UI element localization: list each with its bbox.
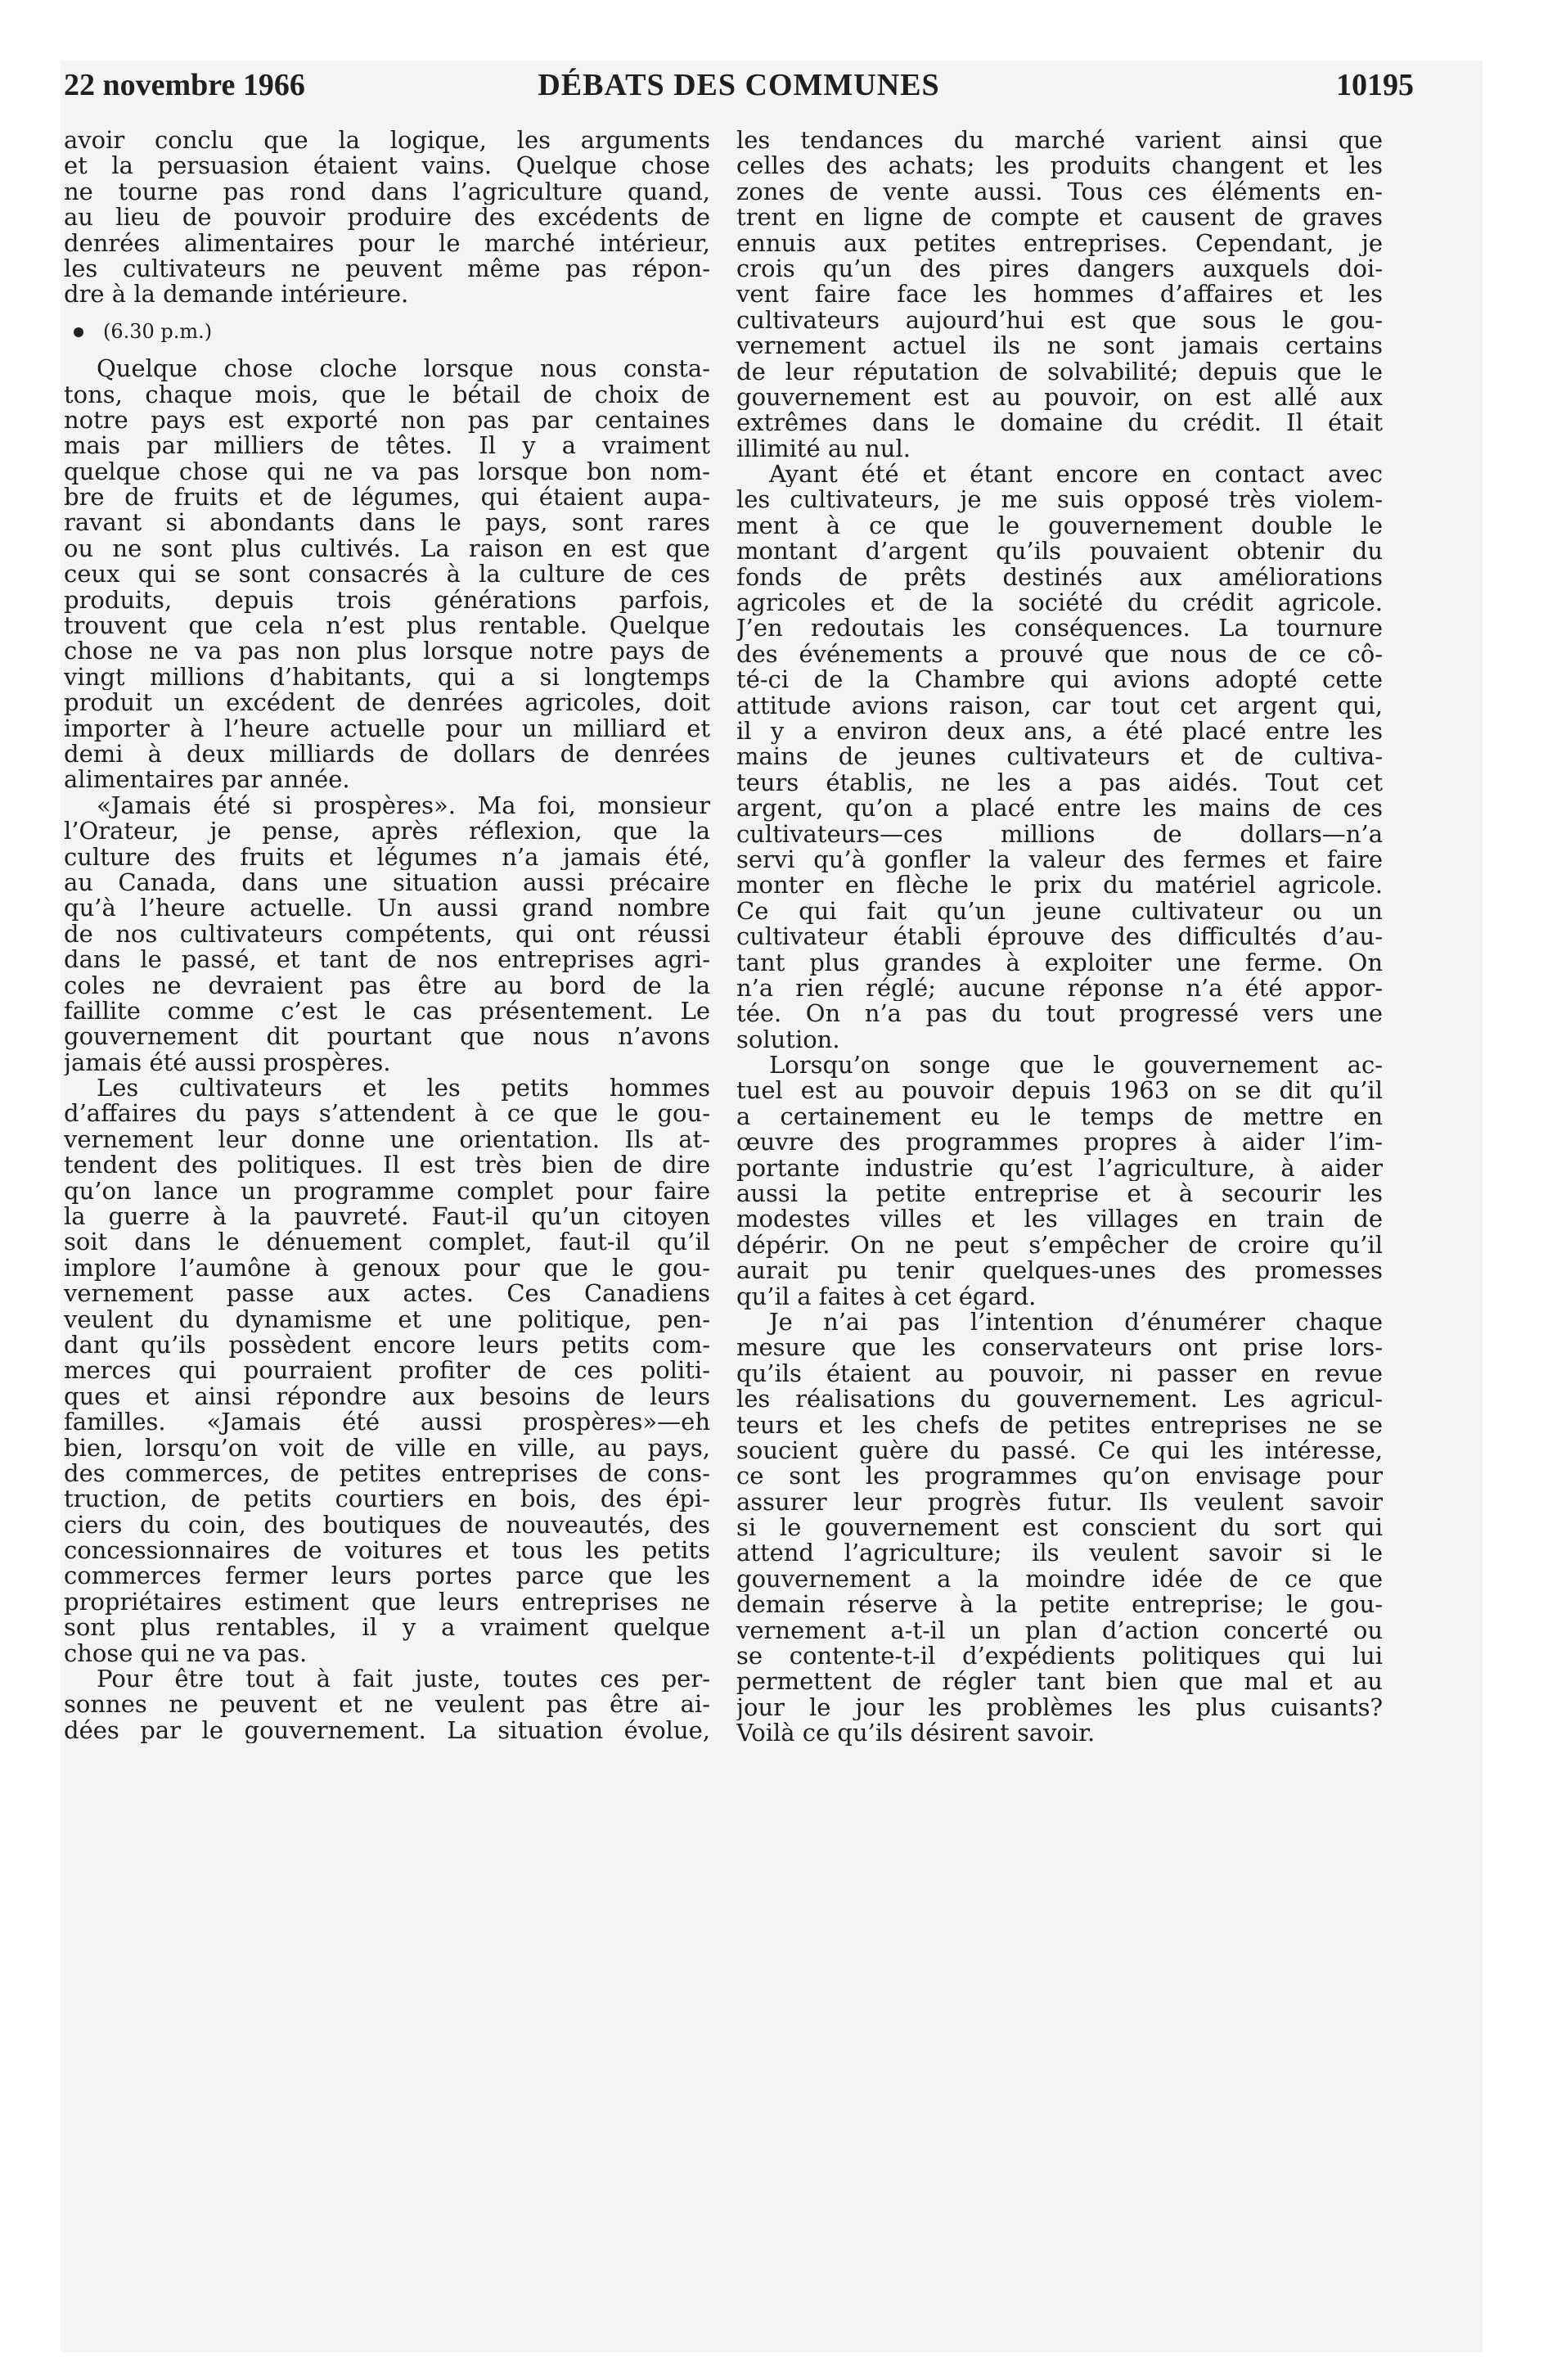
text-line: portante industrie qu’est l’agriculture, à aider: [736, 1155, 1383, 1182]
header-date: 22 novembre 1966: [64, 68, 305, 102]
text-line: zones de vente aussi. Tous ces éléments en-: [736, 178, 1383, 205]
text-line: «Jamais été si prospères». Ma foi, monsieur: [97, 792, 710, 819]
text-line: teurs et les chefs de petites entreprises ne se: [736, 1412, 1383, 1438]
left-paragraph-5: [64, 1666, 710, 1743]
text-line: des événements a prouvé que nous de ce cô-: [736, 641, 1383, 668]
text-line: ques et ainsi répondre aux besoins de leurs: [64, 1383, 710, 1410]
text-line: sont plus rentables, il y a vraiment quelque: [64, 1615, 710, 1641]
text-line: vingt millions d’habitants, qui a si longtemps: [64, 664, 710, 691]
text-line: tée. On n’a pas du tout progressé vers une: [736, 1001, 1383, 1027]
text-line: d’affaires du pays s’attendent à ce que le gou-: [64, 1101, 710, 1127]
text-line: si le gouvernement est conscient du sort qui: [736, 1515, 1383, 1541]
text-line: sonnes ne peuvent et ne veulent pas être ai-: [64, 1692, 710, 1718]
text-line: jour le jour les problèmes les plus cuisants?: [736, 1694, 1383, 1721]
text-line: familles. «Jamais été aussi prospères»—eh: [64, 1409, 710, 1436]
text-line: concessionnaires de voitures et tous les petits: [64, 1538, 710, 1564]
text-line: les réalisations du gouvernement. Les agricul-: [736, 1386, 1383, 1413]
text-line: œuvre des programmes propres à aider l’im-: [736, 1129, 1383, 1156]
right-paragraph-3: [736, 1053, 1383, 1309]
text-line: a certainement eu le temps de mettre en: [736, 1103, 1383, 1130]
text-line: Voilà ce qu’ils désirent savoir.: [736, 1720, 1096, 1747]
text-line: merces qui pourraient profiter de ces politi-: [64, 1358, 710, 1384]
text-line: ciers du coin, des boutiques de nouveautés, des: [64, 1512, 710, 1539]
text-line: ceux qui se sont consacrés à la culture de ces: [64, 561, 710, 588]
text-line: ravant si abondants dans le pays, sont rares: [64, 510, 710, 536]
text-line: les tendances du marché varient ainsi que: [736, 128, 1383, 154]
text-line: importer à l’heure actuelle pour un milliard et: [64, 715, 710, 741]
text-line: tons, chaque mois, que le bétail de choix de: [64, 381, 710, 408]
text-line: des commerces, de petites entreprises de cons-: [64, 1460, 710, 1487]
paragraph-gap: [64, 345, 710, 356]
text-line: vernement a-t-il un plan d’action concerté ou: [736, 1617, 1383, 1644]
text-line: notre pays est exporté non pas par centaines: [64, 407, 710, 434]
text-line: l’Orateur, je pense, après réflexion, que la: [64, 818, 710, 845]
text-line: tuel est au pouvoir depuis 1963 on se dit qu’il: [736, 1078, 1383, 1104]
text-line: gouvernement est au pouvoir, on est allé aux: [736, 384, 1383, 411]
text-line: Les cultivateurs et les petits hommes: [97, 1075, 710, 1102]
text-line: qu’il a faites à cet égard.: [736, 1283, 1037, 1309]
header-title: DÉBATS DES COMMUNES: [538, 68, 940, 102]
text-line: dées par le gouvernement. La situation évolue,: [64, 1717, 710, 1744]
text-line: vernement leur donne une orientation. Ils at-: [64, 1126, 710, 1153]
text-line: denrées alimentaires pour le marché intérieur,: [64, 230, 710, 256]
text-line: chose ne va pas non plus lorsque notre pays de: [64, 638, 710, 665]
text-line: et la persuasion étaient vains. Quelque chose: [64, 153, 710, 179]
text-line: cultivateurs—ces millions de dollars—n’a: [736, 821, 1383, 847]
text-line: Pour être tout à fait juste, toutes ces per-: [97, 1666, 710, 1693]
text-line: crois qu’un des pires dangers auxquels doi-: [736, 255, 1383, 282]
text-line: qu’ils étaient au pouvoir, ni passer en revue: [736, 1360, 1383, 1387]
header-page-number: 10195: [1336, 68, 1414, 102]
left-paragraph-4: [64, 1075, 710, 1666]
text-line: vernement actuel ils ne sont jamais certains: [736, 333, 1383, 359]
text-line: ou ne sont plus cultivés. La raison en est que: [64, 535, 710, 562]
text-line: propriétaires estiment que leurs entreprises ne: [64, 1589, 710, 1616]
text-line: produit un excédent de denrées agricoles, doit: [64, 690, 710, 716]
text-line: alimentaires par année.: [64, 767, 350, 793]
text-line: veulent du dynamisme et une politique, pen-: [64, 1306, 710, 1332]
text-line: faillite comme c’est le cas présentement. Le: [64, 998, 710, 1025]
text-line: gouvernement dit pourtant que nous n’avons: [64, 1024, 710, 1050]
text-line: Lorsqu’on songe que le gouvernement ac-: [769, 1053, 1383, 1079]
text-line: il y a environ deux ans, a été placé entre les: [736, 718, 1383, 745]
text-line: modestes villes et les villages en train de: [736, 1206, 1383, 1233]
text-line: monter en flèche le prix du matériel agricole.: [736, 872, 1383, 899]
text-line: qu’on lance un programme complet pour faire: [64, 1178, 710, 1205]
text-line: la guerre à la pauvreté. Faut-il qu’un citoyen: [64, 1204, 710, 1230]
text-line: n’a rien réglé; aucune réponse n’a été appor-: [736, 975, 1383, 1002]
page-header: [64, 67, 1414, 113]
text-line: aussi la petite entreprise et à secourir les: [736, 1181, 1383, 1207]
text-line: dre à la demande intérieure.: [64, 282, 409, 308]
text-line: de leur réputation de solvabilité; depuis que le: [736, 358, 1383, 385]
bullet-dot-icon: [74, 327, 83, 337]
text-line: commerces fermer leurs portes parce que les: [64, 1563, 710, 1589]
text-line: cultivateurs aujourd’hui est que sous le gou-: [736, 307, 1383, 334]
text-line: de nos cultivateurs compétents, qui ont réussi: [64, 921, 710, 948]
text-line: bre de fruits et de légumes, qui étaient aupa-: [64, 485, 710, 511]
text-line: qu’à l’heure actuelle. Un aussi grand nombre: [64, 895, 710, 922]
text-line: aurait pu tenir quelques-unes des promesses: [736, 1258, 1383, 1284]
left-paragraph-2: [64, 356, 710, 793]
text-line: Je n’ai pas l’intention d’énumérer chaque: [769, 1309, 1383, 1336]
text-line: Ce qui fait qu’un jeune cultivateur ou un: [736, 898, 1383, 925]
text-line: implore l’aumône à genoux pour que le gou-: [64, 1255, 710, 1282]
text-line: au Canada, dans une situation aussi précaire: [64, 869, 710, 896]
text-line: soucient guère du passé. Ce qui les intéresse,: [736, 1437, 1383, 1464]
text-line: se contente-t-il d’expédients politiques qui lui: [736, 1643, 1383, 1670]
text-line: ment à ce que le gouvernement double le: [736, 512, 1383, 539]
text-line: tendent des politiques. Il est très bien de dire: [64, 1152, 710, 1179]
text-line: produits, depuis trois générations parfois,: [64, 587, 710, 614]
text-line: illimité au nul.: [736, 435, 911, 462]
text-line: Quelque chose cloche lorsque nous consta-: [97, 356, 710, 382]
text-line: tant plus grandes à exploiter une ferme. On: [736, 949, 1383, 976]
text-line: attend l’agriculture; ils veulent savoir si le: [736, 1540, 1383, 1566]
text-line: teurs établis, ne les a pas aidés. Tout cet: [736, 769, 1383, 796]
text-line: vernement passe aux actes. Ces Canadiens: [64, 1281, 710, 1307]
right-paragraph-2: [736, 462, 1383, 1053]
right-column: [736, 128, 1383, 1747]
left-paragraph-1: [64, 128, 710, 308]
text-line: montant d’argent qu’ils pouvaient obtenir du: [736, 539, 1383, 565]
text-line: agricoles et de la société du crédit agricole.: [736, 590, 1383, 616]
text-line: bien, lorsqu’on voit de ville en ville, au pays,: [64, 1435, 710, 1461]
text-line: demain réserve à la petite entreprise; le gou-: [736, 1592, 1383, 1618]
text-line: mais par milliers de têtes. Il y a vraiment: [64, 433, 710, 459]
text-line: vent faire face les hommes d’affaires et les: [736, 282, 1383, 308]
text-line: servi qu’à gonfler la valeur des fermes et faire: [736, 846, 1383, 873]
right-paragraph-4: [736, 1309, 1383, 1747]
text-line: ne tourne pas rond dans l’agriculture quand,: [64, 178, 710, 205]
text-line: ennuis aux petites entreprises. Cependant, je: [736, 230, 1383, 256]
text-line: gouvernement a la moindre idée de ce que: [736, 1566, 1383, 1593]
text-line: truction, de petits courtiers en bois, des épi-: [64, 1486, 710, 1512]
text-line: demi à deux milliards de dollars de denrées: [64, 741, 710, 768]
left-paragraph-3: [64, 793, 710, 1075]
text-line: solution.: [736, 1026, 840, 1053]
text-line: assurer leur progrès futur. Ils veulent savoir: [736, 1489, 1383, 1516]
text-line: chose qui ne va pas.: [64, 1640, 308, 1667]
text-line: Ayant été et étant encore en contact avec: [769, 462, 1383, 488]
text-line: les cultivateurs, je me suis opposé très violem-: [736, 487, 1383, 513]
text-line: attitude avions raison, car tout cet argent qui,: [736, 692, 1383, 719]
left-column: [64, 128, 710, 1743]
text-line: mesure que les conservateurs ont prise lors-: [736, 1335, 1383, 1361]
text-line: trouvent que cela n’est plus rentable. Quelque: [64, 613, 710, 639]
text-line: cultivateur établi éprouve des difficultés d’au-: [736, 924, 1383, 950]
text-line: permettent de régler tant bien que mal et au: [736, 1669, 1383, 1695]
text-line: coles ne devraient pas être au bord de la: [64, 972, 710, 998]
text-line: quelque chose qui ne va pas lorsque bon nom-: [64, 458, 710, 485]
text-line: dans le passé, et tant de nos entreprises agri-: [64, 947, 710, 973]
text-line: extrêmes dans le domaine du crédit. Il était: [736, 410, 1383, 436]
timestamp-marker: [64, 319, 710, 345]
text-line: ce sont les programmes qu’on envisage pour: [736, 1463, 1383, 1490]
text-line: au lieu de pouvoir produire des excédents de: [64, 205, 710, 231]
text-line: soit dans le dénuement complet, faut-il qu’il: [64, 1229, 710, 1255]
paragraph-gap: [64, 308, 710, 319]
text-line: culture des fruits et légumes n’a jamais été,: [64, 844, 710, 870]
text-line: mains de jeunes cultivateurs et de cultiva-: [736, 744, 1383, 770]
text-line: avoir conclu que la logique, les arguments: [64, 128, 710, 154]
text-line: argent, qu’on a placé entre les mains de ces: [736, 796, 1383, 822]
timestamp-text: (6.30 p.m.): [103, 319, 213, 343]
text-line: trent en ligne de compte et causent de graves: [736, 205, 1383, 231]
text-line: dant qu’ils possèdent encore leurs petits com-: [64, 1332, 710, 1359]
text-line: té-ci de la Chambre qui avions adopté cette: [736, 667, 1383, 693]
text-line: J’en redoutais les conséquences. La tournure: [736, 615, 1383, 642]
text-line: jamais été aussi prospères.: [64, 1049, 391, 1076]
text-line: dépérir. On ne peut s’empêcher de croire qu’il: [736, 1232, 1383, 1259]
text-line: fonds de prêts destinés aux améliorations: [736, 564, 1383, 591]
text-line: les cultivateurs ne peuvent même pas répon-: [64, 255, 710, 282]
text-line: celles des achats; les produits changent et les: [736, 153, 1383, 179]
right-paragraph-1: [736, 128, 1383, 462]
